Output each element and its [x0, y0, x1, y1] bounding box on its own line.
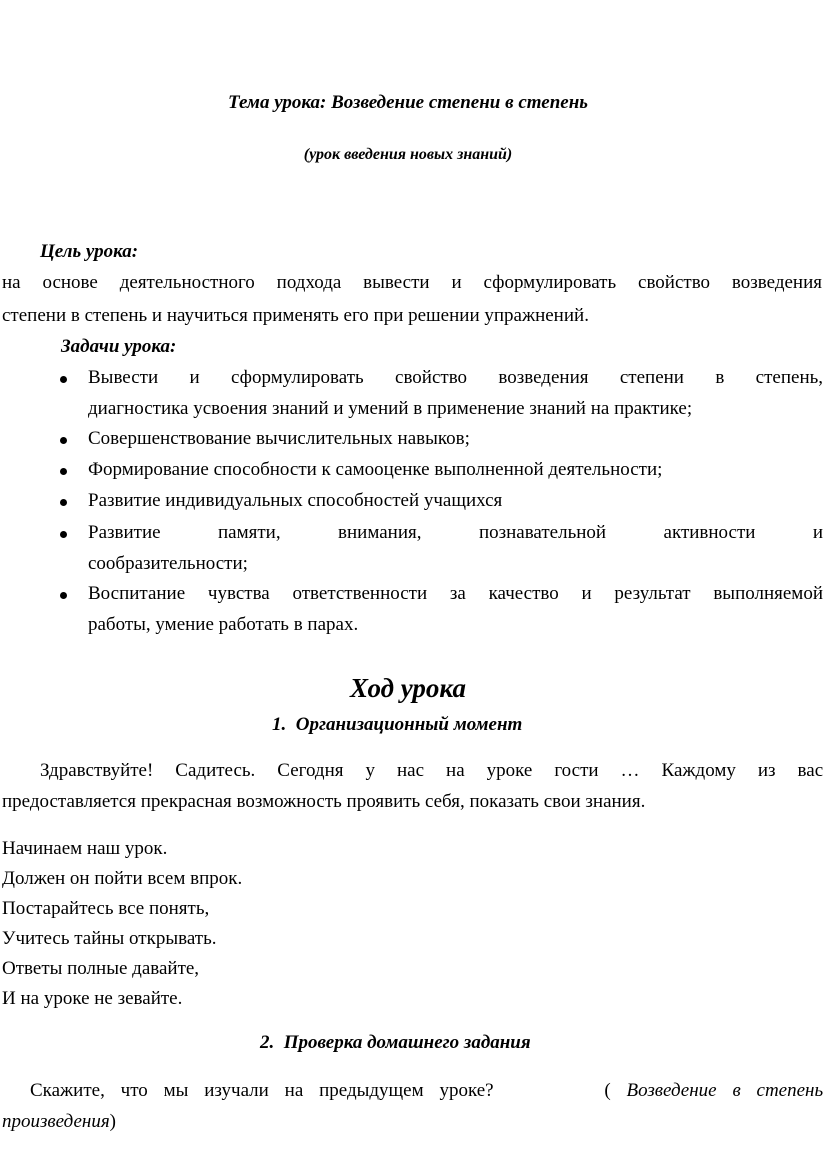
- greeting-line1: Здравствуйте! Садитесь. Сегодня у нас на уроке гости … Каждому из вас: [40, 760, 823, 781]
- homework-answer-line2: произведения): [2, 1111, 116, 1132]
- section1-title: Организационный момент: [295, 714, 523, 735]
- bullet-icon: [60, 437, 67, 444]
- lesson-title: [0, 92, 816, 114]
- goal-text-line1: на основе деятельностного подхода вывести и сформулировать свойство возведения: [2, 272, 822, 293]
- goal-text-line2: степени в степень и научиться применять его при решении упражнений.: [2, 305, 589, 326]
- tasks-heading: Задачи урока:: [61, 336, 177, 357]
- task-item-2: Совершенствование вычислительных навыков;: [88, 428, 470, 449]
- section2-number: 2.: [260, 1032, 275, 1053]
- task-item-5-line1: Развитие памяти, внимания, познавательной активности и: [88, 522, 823, 543]
- bullet-icon: [60, 531, 67, 538]
- section1-heading: [272, 714, 522, 736]
- task-item-4: Развитие индивидуальных способностей учащихся: [88, 490, 503, 511]
- poem-line: Постарайтесь все понять,: [2, 898, 210, 919]
- poem-line: Начинаем наш урок.: [2, 838, 168, 859]
- course-heading: Ход урока: [350, 673, 466, 703]
- section2-title: Проверка домашнего задания: [283, 1032, 531, 1053]
- task-item-5-line2: сообразительности;: [88, 553, 248, 574]
- poem-line: Учитесь тайны открывать.: [2, 928, 217, 949]
- goal-heading: Цель урока:: [40, 241, 139, 262]
- greeting-line2: предоставляется прекрасная возможность проявить себя, показать свои знания.: [2, 791, 646, 812]
- bullet-icon: [60, 592, 67, 599]
- lesson-title-prefix: Тема урока:: [228, 92, 332, 113]
- section1-number: 1.: [272, 714, 287, 735]
- poem-line: Ответы полные давайте,: [2, 958, 200, 979]
- poem-line: И на уроке не зевайте.: [2, 988, 183, 1009]
- lesson-topic: Возведение степени в степень: [331, 92, 588, 113]
- task-item-1-line2: диагностика усвоения знаний и умений в применение знаний на практике;: [88, 398, 693, 419]
- bullet-icon: [60, 499, 67, 506]
- task-item-6-line1: Воспитание чувства ответственности за качество и результат выполняемой: [88, 583, 823, 604]
- task-item-3: Формирование способности к самооценке выполненной деятельности;: [88, 459, 663, 480]
- lesson-subtitle: (урок введения новых знаний): [303, 146, 513, 163]
- homework-question-line1: Скажите, что мы изучали на предыдущем уроке? ( Возведение в степень: [30, 1080, 823, 1101]
- bullet-icon: [60, 468, 67, 475]
- bullet-icon: [60, 376, 67, 383]
- poem-line: Должен он пойти всем впрок.: [2, 868, 243, 889]
- section2-heading: [260, 1032, 531, 1054]
- task-item-6-line2: работы, умение работать в парах.: [88, 614, 359, 635]
- task-item-1-line1: Вывести и сформулировать свойство возведения степени в степень,: [88, 367, 823, 388]
